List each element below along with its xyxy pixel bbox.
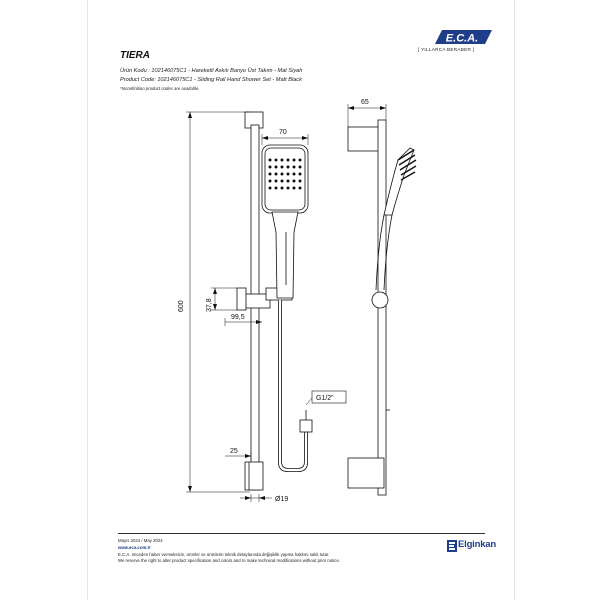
side-holder-knob bbox=[372, 292, 388, 308]
dim-overall-height: 600 bbox=[178, 300, 185, 312]
nozzle-dot bbox=[287, 159, 290, 162]
product-note: *Inconfinition product codes are available. bbox=[120, 86, 200, 91]
nozzle-dot bbox=[275, 180, 278, 183]
product-desc-tr: Ürün Kodu : 102146075C1 - Hareketli Askılı Banyo Üst Takım - Mat Siyah bbox=[120, 68, 303, 74]
nozzle-dot bbox=[281, 180, 284, 183]
product-name: TIERA bbox=[120, 50, 150, 61]
shower-hose bbox=[280, 300, 306, 470]
nozzle-dot bbox=[269, 159, 272, 162]
nozzle-dot bbox=[293, 159, 296, 162]
nozzle-dot bbox=[299, 173, 302, 176]
nozzle-dot bbox=[287, 180, 290, 183]
nozzle-dot bbox=[299, 166, 302, 169]
footer-date: Mayıs 2024 / May 2024 bbox=[118, 538, 163, 543]
nozzle-dot bbox=[269, 173, 272, 176]
nozzle-dot bbox=[299, 187, 302, 190]
dim-holder-offset: 99,5 bbox=[231, 314, 245, 321]
nozzle-dot bbox=[287, 166, 290, 169]
dim-holder-height: 37,8 bbox=[206, 298, 213, 312]
nozzle-dot bbox=[293, 166, 296, 169]
footer-disclaimer-tr: E.C.A. önceden haber vermeksizin, ürünler ve ürünlerin teknik detaylarında değişiklik yapma hakkını saklı tutar. bbox=[118, 552, 330, 557]
dim-head-width: 70 bbox=[279, 129, 287, 136]
nozzle-dot bbox=[275, 159, 278, 162]
elginkan-logo-text: Elginkan bbox=[458, 539, 496, 550]
dim-connector: G1/2" bbox=[316, 395, 334, 402]
hose-connector bbox=[300, 420, 312, 432]
nozzle-dot bbox=[293, 173, 296, 176]
footer-disclaimer-en: We reserve the right to alter product specification and colors and to make technical modifications without prior notice. bbox=[118, 558, 341, 563]
nozzle-dot bbox=[287, 187, 290, 190]
nozzle-dot bbox=[281, 166, 284, 169]
product-desc-en: Product Code: 102146075C1 - Sliding Rail Hand Shower Set - Matt Black bbox=[120, 77, 302, 83]
footer-divider bbox=[118, 533, 485, 534]
nozzle-dot bbox=[293, 187, 296, 190]
brand-tagline: [ YILLARCA BERABER ] bbox=[418, 47, 475, 52]
nozzle-dot bbox=[281, 187, 284, 190]
footer-website-link[interactable]: www.eca.com.tr bbox=[118, 545, 151, 550]
dim-rail-diameter: Ø19 bbox=[275, 496, 289, 503]
nozzle-dot bbox=[269, 187, 272, 190]
nozzle-dot bbox=[281, 159, 284, 162]
nozzle-dot bbox=[275, 187, 278, 190]
rail-bottom-bracket bbox=[245, 462, 263, 490]
shower-head bbox=[262, 145, 308, 213]
nozzle-dot bbox=[299, 159, 302, 162]
nozzle-dot bbox=[281, 173, 284, 176]
eca-logo-text: E.C.A. bbox=[445, 32, 479, 45]
elginkan-logo-icon bbox=[447, 540, 457, 552]
nozzle-dot bbox=[293, 180, 296, 183]
nozzle-dot bbox=[269, 180, 272, 183]
dim-bottom-offset: 25 bbox=[230, 448, 238, 455]
nozzle-dot bbox=[269, 166, 272, 169]
side-bottom-bracket bbox=[348, 458, 384, 488]
dim-side-depth: 65 bbox=[361, 99, 369, 106]
nozzle-dot bbox=[299, 180, 302, 183]
shower-handle bbox=[272, 212, 298, 298]
nozzle-dot bbox=[275, 166, 278, 169]
nozzle-dot bbox=[287, 173, 290, 176]
nozzle-dot bbox=[275, 173, 278, 176]
